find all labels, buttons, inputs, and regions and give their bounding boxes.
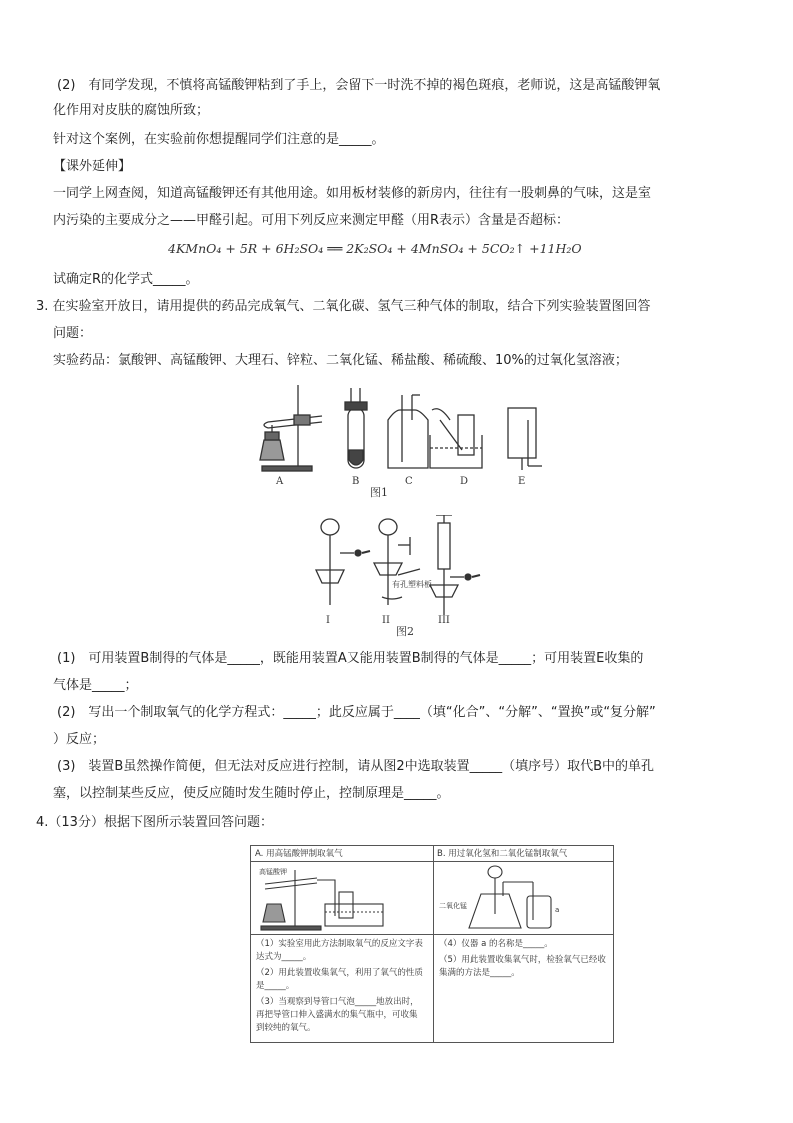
a-item-3: （2）用此装置收集氧气，利用了氧气的性质 xyxy=(256,968,423,978)
fig2-label-i: I xyxy=(326,615,330,626)
fig1-label-a: A xyxy=(276,476,284,487)
fig2-label-ii: II xyxy=(382,615,390,626)
a-item-7: 到较纯的氧气。 xyxy=(256,1023,316,1033)
q3-sub2-line-2: ）反应； xyxy=(53,732,106,747)
a-item-1: （1）实验室用此方法制取氧气的反应文字表 xyxy=(256,939,423,949)
extension-heading: 【课外延伸】 xyxy=(53,159,132,174)
apparatus-a-image xyxy=(255,864,429,932)
b-item-2: （5）用此装置收集氧气时，检验氧气已经收 xyxy=(439,955,606,965)
fig2-caption: 图2 xyxy=(396,625,414,638)
fig1-label-b: B xyxy=(352,476,360,487)
label-a: a xyxy=(555,906,560,914)
fig1-label-d: D xyxy=(460,476,469,487)
a-item-2: 达式为_____。 xyxy=(256,952,312,962)
q2-line-3: 针对这个案例，在实验前你想提醒同学们注意的是_____。 xyxy=(53,132,385,147)
b-item-3: 集满的方法是_____。 xyxy=(439,968,520,978)
q3-line-1: 3. 在实验室开放日，请用提供的药品完成氧气、二氧化碳、氢气三种气体的制取，结合下列实验装置图回答 xyxy=(36,299,651,314)
q3-sub2-line-1: (2) 写出一个制取氧气的化学方程式：_____；此反应属于____（填“化合”、“分解”、“置换”或“复分解” xyxy=(57,705,656,720)
extension-line-1: 一同学上网查阅，知道高锰酸钾还有其他用途。如用板材装修的新房内，往往有一股刺鼻的气味，这是室 xyxy=(53,186,652,201)
b-item-1: （4）仪器 a 的名称是_____。 xyxy=(439,939,553,949)
extension-line-2: 内污染的主要成分之——甲醛引起。可用下列反应来测定甲醛（用R表示）含量是否超标： xyxy=(53,213,570,228)
table-header-b: B. 用过氧化氢和二氧化锰制取氧气 xyxy=(433,846,613,862)
reaction-formula: 4KMnO₄ + 5R + 6H₂SO₄ ══ 2K₂SO₄ + 4MnSO₄ + 5CO₂↑ +11H₂O xyxy=(168,241,582,256)
fig1-label-c: C xyxy=(405,476,413,487)
q3-sub3-line-2: 塞，以控制某些反应，使反应随时发生随时停止，控制原理是_____。 xyxy=(53,786,450,801)
q3-sub1-line-1: (1) 可用装置B制得的气体是_____，既能用装置A又能用装置B制得的气体是_____；可用装置E收集的 xyxy=(57,651,644,666)
q2-line-2: 化作用对皮肤的腐蚀所致； xyxy=(53,103,210,118)
apparatus-b-image xyxy=(437,864,611,932)
a-item-5: （3）当观察到导管口气泡_____地放出时， xyxy=(256,997,419,1007)
figure-2-apparatus xyxy=(310,515,490,630)
label-kmno4: 高锰酸钾 xyxy=(259,868,287,876)
table-header-a: A. 用高锰酸钾制取氧气 xyxy=(251,846,433,862)
q3-sub3-line-1: (3) 装置B虽然操作简便，但无法对反应进行控制，请从图2中选取装置_____（填序号）取代B中的单孔 xyxy=(57,759,655,774)
q3-sub1-line-2: 气体是_____； xyxy=(53,678,138,693)
q3-reagents: 实验药品：氯酸钾、高锰酸钾、大理石、锌粒、二氧化锰、稀盐酸、稀硫酸、10%的过氧化氢溶液； xyxy=(53,353,628,368)
label-mno2: 二氧化锰 xyxy=(439,902,467,910)
q3-line-2: 问题： xyxy=(53,326,93,341)
fig2-plastic-board-label: 有孔塑料板 xyxy=(392,580,432,589)
a-item-6: 再把导管口伸入盛满水的集气瓶中，可收集 xyxy=(256,1010,418,1020)
q4-table xyxy=(250,845,614,1043)
q2-line-1: (2) 有同学发现，不慎将高锰酸钾粘到了手上，会留下一时洗不掉的褐色斑痕，老师说，这是高锰酸钾氧 xyxy=(57,78,661,93)
fig1-label-e: E xyxy=(518,476,526,487)
fig1-caption: 图1 xyxy=(370,486,388,499)
figure-1-apparatus xyxy=(250,380,550,495)
q4-line-1: 4.（13分）根据下图所示装置回答问题： xyxy=(36,815,273,830)
extension-line-3: 试确定R的化学式_____。 xyxy=(53,272,199,287)
a-item-4: 是_____。 xyxy=(256,981,295,991)
fig2-label-iii: III xyxy=(438,615,450,626)
